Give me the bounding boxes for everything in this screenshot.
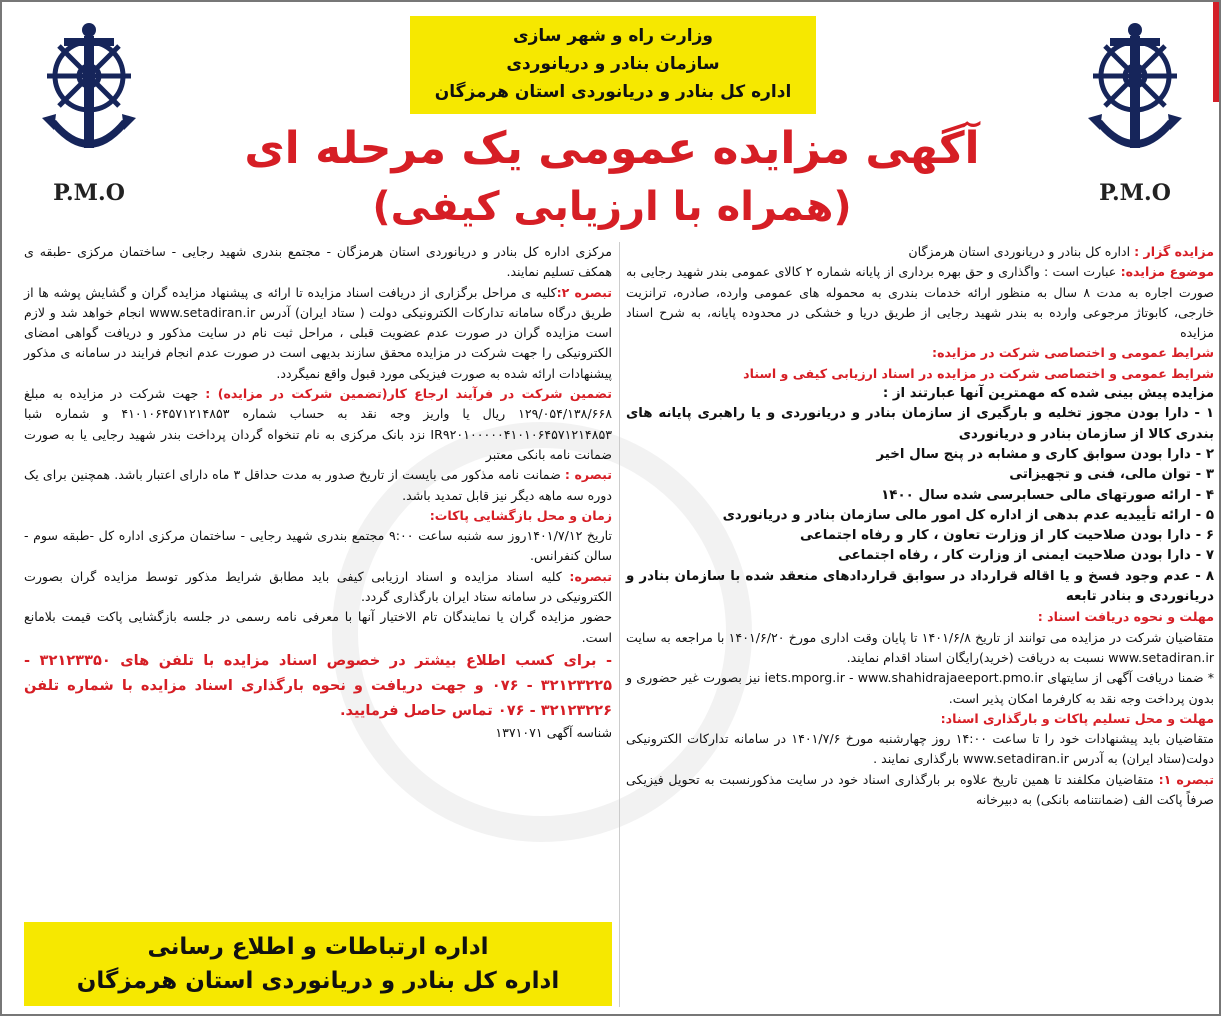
attendance-text: حضور مزایده گران یا نمایندگان تام الاختیار آنها با معرفی نامه رسمی در جلسه بازگشایی پاکت قیمت بلامانع است.	[24, 609, 612, 645]
docs-heading: مهلت و نحوه دریافت اسناد :	[1037, 609, 1214, 625]
submission-heading: مهلت و محل تسلیم پاکات و بارگذاری اسناد:	[940, 710, 1214, 726]
anchor-wheel-icon	[34, 14, 144, 174]
guarantee-text: جهت شرکت در مزایده به مبلغ ۱۲۹/۰۵۴/۱۳۸/۶۶۸ ریال یا واریز وجه نقد به حساب شماره ۴۱۰۱۰۶۴۵۷۱۲۱۴۸۵۳ و شماره شبا IR۹۲۰۱۰۰۰۰۰۴۱۰۱۰۶۴۵۷۱۲۱۴۸۵۳ نزد بانک مرکزی به نام تنخواه گردان پرداخت بندر شهید رجایی یا به صورت ضمانت نامه بانکی معتبر	[24, 386, 612, 462]
organizer-paragraph	[626, 242, 1214, 262]
conditions-intro: مزایده پیش بینی شده که مهمترین آنها عبارتند از :	[882, 386, 1214, 402]
note-2-label: تبصره ۲:	[556, 284, 612, 300]
header-line-3: اداره کل بنادر و دریانوردی استان هرمزگان	[434, 82, 792, 102]
ad-id: شناسه آگهی ۱۳۷۱۰۷۱	[495, 724, 612, 740]
guarantee-label: تضمین شرکت در فرآیند ارجاع کار(تضمین شرکت در مزایده) :	[205, 386, 612, 402]
note-label: تبصره :	[564, 467, 612, 483]
opening-heading: زمان و محل بازگشایی پاکات:	[429, 507, 612, 523]
note-2-paragraph	[24, 283, 612, 384]
docs-text: متقاضیان شرکت در مزایده می توانند از تاریخ ۱۴۰۱/۶/۸ تا پایان وقت اداری مورخ ۱۴۰۱/۶/۲۰ با مراجعه به سایت www.setadiran.ir نسبت به دریافت (خرید)رایگان اسناد اقدام نمایند.	[626, 629, 1214, 665]
pmo-logo-left	[24, 14, 154, 206]
organizer-text: اداره کل بنادر و دریانوردی استان هرمزگان	[908, 244, 1135, 259]
requirement-4: ۴ - ارائه صورتهای مالی حسابرسی شده سال ۱۴۰۰	[881, 487, 1214, 503]
conditions-intro-red: شرایط عمومی و اختصاصی شرکت در مزایده در اسناد ارزیابی کیفی و اسناد	[743, 365, 1214, 381]
note-text: ضمانت نامه مذکور می بایست از تاریخ صدور به مدت حداقل ۳ ماه دارای اعتبار باشد. همچنین برای یک دوره سه ماهه دیگر نیز قابل تمدید باشد.	[24, 467, 612, 503]
note-1-paragraph	[626, 770, 1214, 811]
subject-text: عبارت است : واگذاری و حق بهره برداری از پایانه شماره ۲ کالای عمومی بندر شهید رجایی به صورت اجاره به مدت ۸ سال به منظور ارائه خدمات بندری به محموله های عمومی وارده، صادره، ترانزیت خارجی، کابوتاژ مرجوعی وارده به بندر شهید رجایی از طریق دریا و خشکی در محدوده پایانه، به شرح اسناد مزایده	[626, 264, 1215, 341]
requirement-5: ۵ - ارائه تأییدیه عدم بدهی از اداره کل امور مالی سازمان بنادر و دریانوردی	[722, 507, 1214, 523]
right-column	[626, 242, 1214, 810]
requirement-8: ۸ - عدم وجود فسخ و یا اقاله قرارداد در سوابق قراردادهای منعقد شده با سازمان بنادر و دریانوردی و بنادر تابعه	[626, 568, 1214, 605]
ad-subtitle: (همراه با ارزیابی کیفی)	[372, 184, 852, 230]
note-1-label: تبصره ۱:	[1158, 771, 1214, 787]
requirement-7: ۷ - دارا بودن صلاحیت ایمنی از وزارت کار ، رفاه اجتماعی	[837, 548, 1214, 564]
red-edge-mark	[1213, 2, 1219, 102]
note-3-paragraph	[24, 567, 612, 608]
submission-text: متقاضیان باید پیشنهادات خود را تا ساعت ۱۴:۰۰ روز چهارشنبه مورخ ۱۴۰۱/۷/۶ در سامانه تدارکات الکترونیکی دولت(ستاد ایران) به آدرس www.setadiran.ir بارگذاری نمایند .	[626, 731, 1214, 767]
requirement-3: ۳ - توان مالی، فنی و تجهیزاتی	[1009, 467, 1214, 483]
contact-info: - برای کسب اطلاع بیشتر در خصوص اسناد مزایده با تلفن های ۳۲۱۲۳۳۵۰ - ۳۲۱۲۳۲۲۵ - ۰۷۶ و جهت دریافت و نحوه بارگذاری اسناد مزایده با شماره تلفن ۳۲۱۲۳۲۲۶ - ۰۷۶ تماس حاصل فرمایید.	[24, 651, 612, 719]
organizer-label: مزایده گزار :	[1134, 244, 1214, 259]
guarantee-paragraph	[24, 384, 612, 465]
pmo-label-right: P.M.O	[1099, 180, 1171, 206]
header-line-2: سازمان بنادر و دریانوردی	[506, 54, 720, 74]
subject-label: موضوع مزایده:	[1120, 264, 1214, 280]
note-1-text: متقاضیان مکلفند تا همین تاریخ علاوه بر بارگذاری اسناد خود در سایت مذکورنسبت به تحویل فیزیکی صرفاً پاکت الف (ضمانتنامه بانکی) به دبیرخانه	[626, 771, 1214, 808]
header-line-1: وزارت راه و شهر سازی	[513, 26, 713, 46]
left-column	[24, 242, 612, 743]
opening-text: تاریخ ۱۴۰۱/۷/۱۲روز سه شنبه ساعت ۹:۰۰ مجتمع بندری شهید رجایی - ساختمان مرکزی اداره کل -طبقه سوم - سالن کنفرانس.	[24, 528, 612, 564]
note-3-label: تبصره:	[569, 568, 612, 584]
pmo-logo-right	[1070, 14, 1200, 206]
note-2-text: کلیه ی مراحل برگزاری از دریافت اسناد مزایده تا ارائه ی پیشنهاد مزایده گران و گشایش پوشه ها از طریق درگاه سامانه تدارکات الکترونیکی دولت ( ستاد ایران) آدرس www.setadiran.ir انجام خواهد شد و لازم است مزایده گران در صورت عدم عضویت قبلی ، مراحل ثبت نام در سایت مذکور و دریافت گواهی امضای الکترونیکی را جهت شرکت در مزایده محقق سازند بدیهی است در صورت عدم انجام فرایند در سامانه ی مذکور پیشنهادات ارائه شده به صورت فیزیکی مورد قبول واقع نمیگردد.	[24, 284, 613, 381]
footer-box	[24, 922, 612, 1006]
continuation-text: مرکزی اداره کل بنادر و دریانوردی استان هرمزگان - مجتمع بندری شهید رجایی - ساختمان مرکزی -طبقه ی همکف تسلیم نمایند.	[24, 244, 612, 280]
conditions-heading: شرایط عمومی و اختصاصی شرکت در مزایده:	[932, 345, 1214, 361]
pmo-label-left: P.M.O	[53, 180, 125, 206]
anchor-wheel-icon	[1080, 14, 1190, 174]
requirement-6: ۶ - دارا بودن صلاحیت کار از وزارت تعاون ، کار و رفاه اجتماعی	[800, 528, 1214, 544]
note-paragraph	[24, 465, 612, 506]
requirement-1: ۱ - دارا بودن مجوز تخلیه و بارگیری از سازمان بنادر و دریانوردی و یا راهبری پایانه های بندری کالا از سازمان بنادر و دریانوردی	[626, 406, 1214, 442]
requirement-2: ۲ - دارا بودن سوابق کاری و مشابه در پنج سال اخیر	[876, 446, 1214, 462]
footer-line-1: اداره ارتباطات و اطلاع رسانی	[147, 934, 489, 960]
note-3-text: کلیه اسناد مزایده و اسناد ارزیابی کیفی باید مطابق شرایط مذکور توسط مزایده گران بصورت الکترونیکی در سامانه ستاد ایران بارگذاری گردد.	[24, 568, 612, 605]
subject-paragraph	[626, 262, 1214, 343]
column-divider	[619, 242, 620, 1007]
footer-line-2: اداره کل بنادر و دریانوردی استان هرمزگان	[76, 968, 560, 994]
ministry-header	[410, 16, 816, 114]
ad-title: آگهی مزایده عمومی یک مرحله ای	[244, 123, 980, 174]
websites-text: * ضمنا دریافت آگهی از سایتهای iets.mporg.ir - www.shahidrajaeeport.pmo.ir نیز بصورت غیر حضوری و بدون پرداخت وجه نقد به کارفرما امکان پذیر است.	[626, 670, 1214, 706]
